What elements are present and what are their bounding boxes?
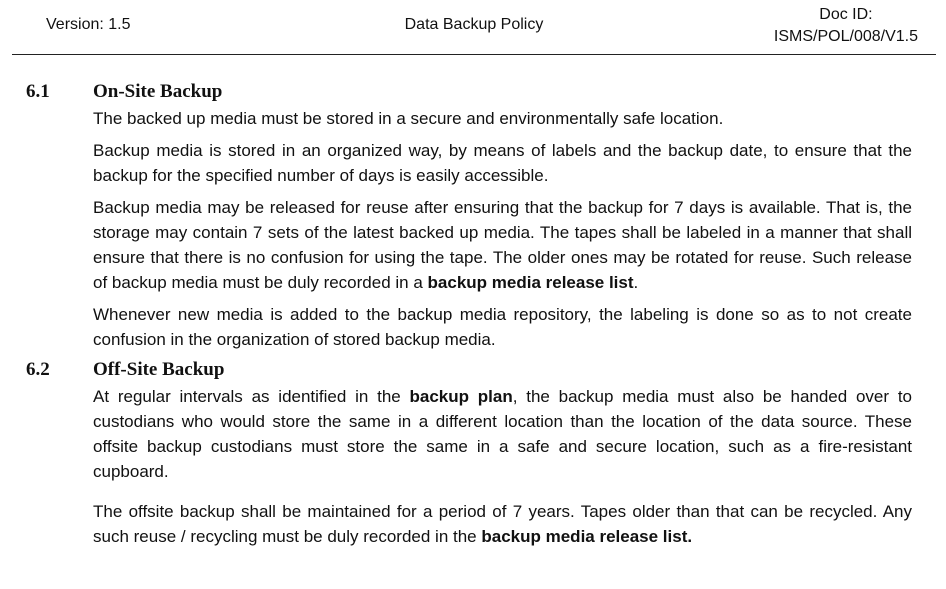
paragraph	[93, 195, 912, 295]
bold-term: backup plan	[409, 387, 513, 406]
paragraph-text: .	[633, 273, 639, 292]
paragraph-text: At regular intervals as identified in the	[93, 387, 410, 406]
paragraph: The backed up media must be stored in a secure and environmentally safe location.	[93, 109, 724, 128]
header-title: Data Backup Policy	[404, 16, 544, 33]
paragraph-text: The offsite backup shall be maintained for a period of 7 years. Tapes older than that can be recycled. Any such reuse / recycling must be duly recorded in the	[93, 502, 912, 546]
section-6-2	[26, 358, 912, 549]
document-body	[26, 80, 912, 549]
paragraph-text: , the backup media must also be handed over to custodians who would store the same in a different location than the location of the data source. These offsite backup custodians must store the same in a safe and secure location, such as a fire-resistant cupboard.	[93, 387, 912, 481]
section-title: On-Site Backup	[93, 81, 223, 102]
section-number: 6.2	[26, 359, 50, 380]
header-version: Version: 1.5	[46, 16, 131, 33]
bold-term: backup media release list.	[481, 527, 693, 546]
paragraph: Backup media is stored in an organized way, by means of labels and the backup date, to ensure that the backup for the specified number of days is easily accessible.	[93, 141, 912, 185]
header-doc-id	[774, 4, 918, 48]
paragraph	[93, 384, 912, 484]
section-title: Off-Site Backup	[93, 359, 225, 380]
paragraph: Whenever new media is added to the backup media repository, the labeling is done so as to not create confusion in the organization of stored backup media.	[93, 305, 912, 349]
paragraph-text: Backup media may be released for reuse after ensuring that the backup for 7 days is available. That is, the storage may contain 7 sets of the latest backed up media. The tapes shall be labeled in a manner that shall ensure that there is no confusion for using the tape. The older ones may be rotated for reuse. Such release of backup media must be duly recorded in a	[93, 198, 912, 292]
doc-id-label: Doc ID:	[819, 6, 873, 23]
paragraph	[93, 499, 912, 549]
section-number: 6.1	[26, 81, 50, 102]
section-heading	[26, 80, 912, 106]
section-6-1	[26, 80, 912, 352]
bold-term: backup media release list	[427, 273, 634, 292]
doc-id-value: ISMS/POL/008/V1.5	[773, 28, 918, 45]
section-heading	[26, 358, 912, 384]
page-header	[12, 0, 936, 55]
